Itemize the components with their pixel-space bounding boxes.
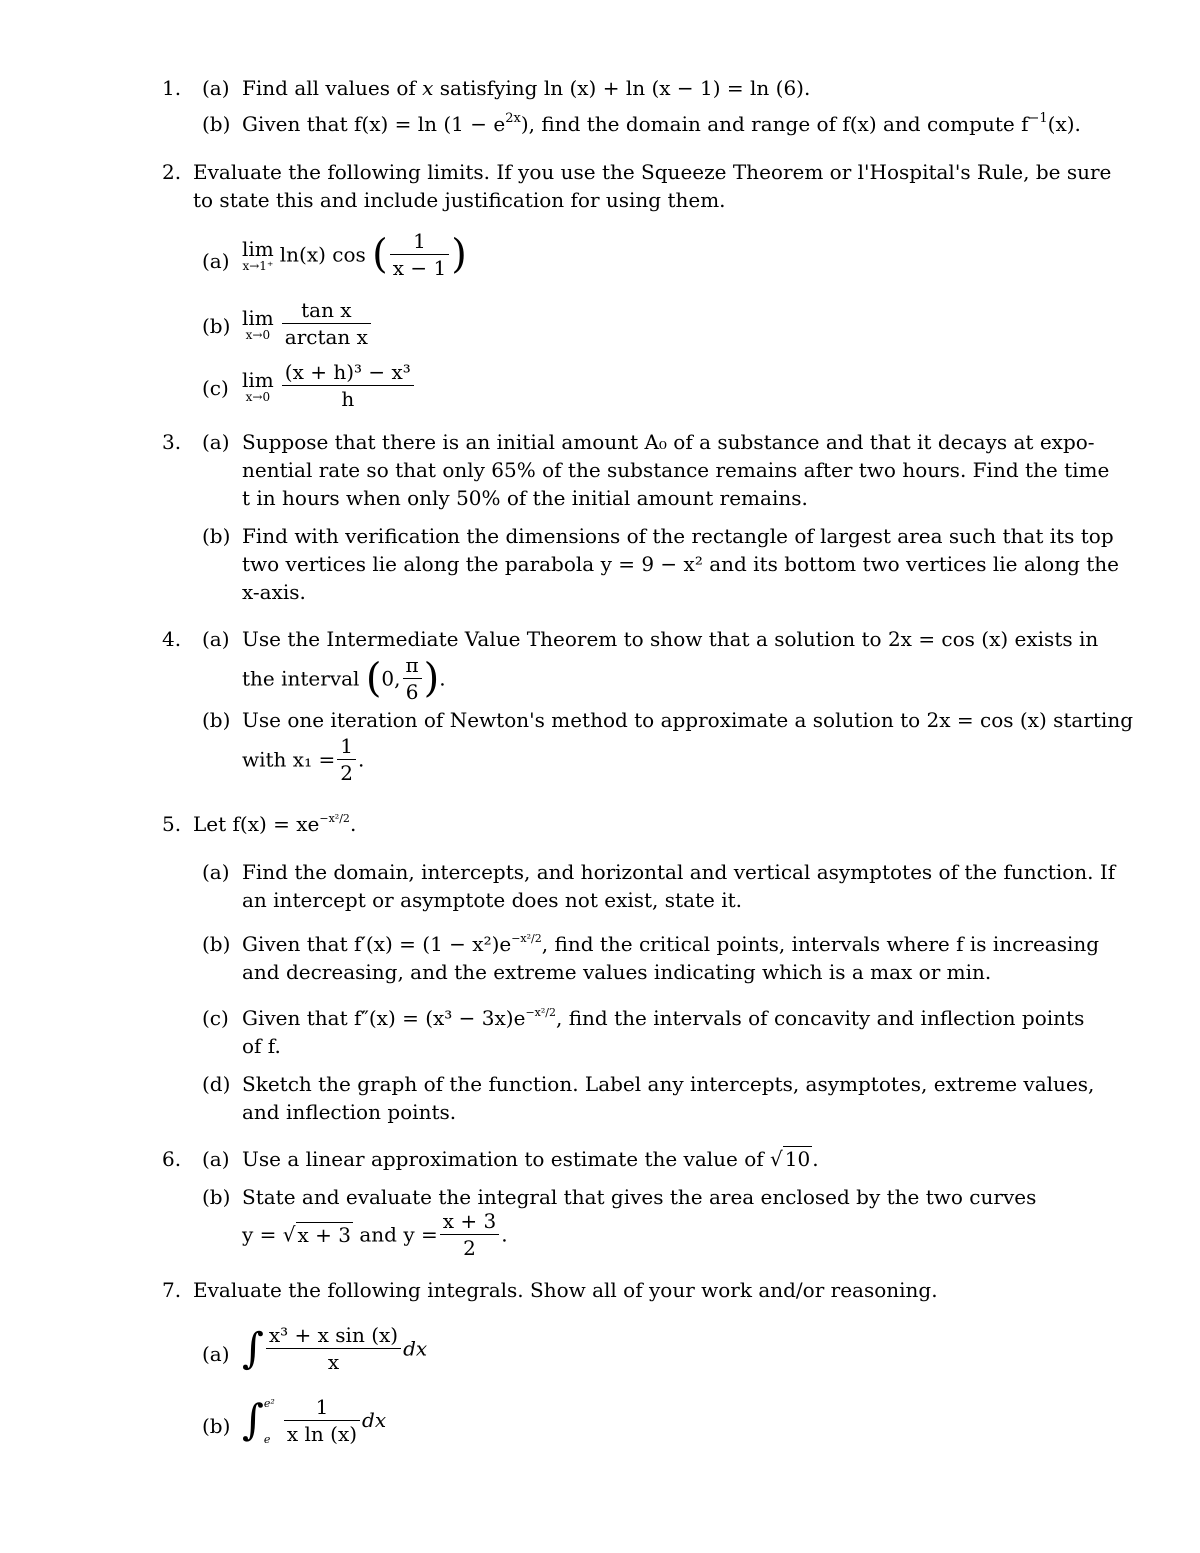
q2-line1: Evaluate the following limits. If you use the Squeeze Theorem or l'Hospital's Rule, be sure [193, 160, 1112, 184]
integral-sign-icon: ∫ [242, 1395, 264, 1444]
q2c-expression: lim x→0 $\frac{\text{(x + h)³ − x³}}{h}$ [242, 359, 416, 412]
q5a-line2: an intercept or asymptote does not exist, state it. [242, 888, 743, 912]
q4a-line1: Use the Intermediate Value Theorem to show that a solution to 2x = cos (x) exists in [242, 627, 1099, 651]
q5-intro: Let $f(x) = xe^{-x^2/2}$. [193, 812, 357, 836]
q5b-line1: Given that $f'(x) = (1 - x^2)e^{-x^2/2}$, find the critical points, intervals where f is increasing [242, 932, 1100, 956]
q7a-integral: ∫ $\frac{\text{x³ + x sin (x)}}{x}$ dx [242, 1323, 428, 1374]
q5-number: 5. [162, 812, 182, 836]
q1a-text: Find all values of x satisfying ln (x) + ln (x − 1) = ln (6). [242, 76, 811, 100]
q1b-label: (b) [202, 112, 231, 136]
q5c-label: (c) [202, 1006, 229, 1030]
q3a-label: (a) [202, 430, 230, 454]
q6b-label: (b) [202, 1185, 231, 1209]
q5c-line1: Given that $f''(x) = (x^3 - 3x)e^{-x^2/2}$, find the intervals of concavity and inflection points [242, 1006, 1085, 1030]
q2-line2: to state this and include justification for using them. [193, 188, 726, 212]
q5c-line2: of f. [242, 1034, 281, 1058]
q2b-expression: lim x→0 $\frac{\text{tan x}}{\text{arctan x}}$ [242, 297, 373, 350]
q5b-label: (b) [202, 932, 231, 956]
q1b-text: Given that $f(x) = \ln (1 - e^{2x})$, find the domain and range of f(x) and compute $f^{-1}(x)$. [242, 111, 1081, 136]
q5d-line2: and inflection points. [242, 1100, 457, 1124]
q6a-label: (a) [202, 1147, 230, 1171]
q6-number: 6. [162, 1147, 182, 1171]
q5b-line2: and decreasing, and the extreme values indicating which is a max or min. [242, 960, 992, 984]
q3b-label: (b) [202, 524, 231, 548]
q6b-line2: y = √ x + 3 and y = $\frac{x + 3}{2}$ . [242, 1209, 508, 1260]
q2c-label: (c) [202, 376, 229, 400]
q7a-label: (a) [202, 1342, 230, 1366]
q4a-label: (a) [202, 627, 230, 651]
q4b-line2: with x₁ = $\frac{1}{2}$ . [242, 734, 365, 785]
q6b-line1: State and evaluate the integral that gives the area enclosed by the two curves [242, 1185, 1037, 1209]
q4a-line2: the interval (0, $\frac{\pi}{6}$ ). [242, 653, 446, 704]
q4-number: 4. [162, 627, 182, 651]
q5d-line1: Sketch the graph of the function. Label any intercepts, asymptotes, extreme values, [242, 1072, 1095, 1096]
q6a-text: Use a linear approximation to estimate the value of √ 10 . [242, 1147, 819, 1171]
q2b-label: (b) [202, 314, 231, 338]
q4b-line1: Use one iteration of Newton's method to approximate a solution to 2x = cos (x) starting [242, 708, 1134, 732]
q7-number: 7. [162, 1278, 182, 1302]
q5d-label: (d) [202, 1072, 231, 1096]
q1-number: 1. [162, 76, 182, 100]
q3b-line3: x-axis. [242, 580, 306, 604]
q7-line1: Evaluate the following integrals. Show all of your work and/or reasoning. [193, 1278, 938, 1302]
q3-number: 3. [162, 430, 182, 454]
integral-sign-icon: ∫ [242, 1323, 264, 1373]
q7b-integral: ∫ e² e $\frac{1}{\text{x ln (x)}}$ dx [242, 1394, 387, 1446]
q5a-line1: Find the domain, intercepts, and horizontal and vertical asymptotes of the function. If [242, 860, 1116, 884]
q2a-label: (a) [202, 249, 230, 273]
q5a-label: (a) [202, 860, 230, 884]
q1a-label: (a) [202, 76, 230, 100]
q3b-line2: two vertices lie along the parabola y = 9 − x² and its bottom two vertices lie along the [242, 552, 1119, 576]
q3a-line2: nential rate so that only 65% of the substance remains after two hours. Find the time [242, 458, 1110, 482]
q2a-expression: lim x→1⁺ ln(x) cos ( $\frac{1}{x - 1}$ ) [242, 229, 467, 280]
q3b-line1: Find with verification the dimensions of the rectangle of largest area such that its top [242, 524, 1114, 548]
q3a-line1: Suppose that there is an initial amount A₀ of a substance and that it decays at expo- [242, 430, 1095, 454]
q4b-label: (b) [202, 708, 231, 732]
q3a-line3: t in hours when only 50% of the initial amount remains. [242, 486, 808, 510]
q2-number: 2. [162, 160, 182, 184]
q7b-label: (b) [202, 1414, 231, 1438]
